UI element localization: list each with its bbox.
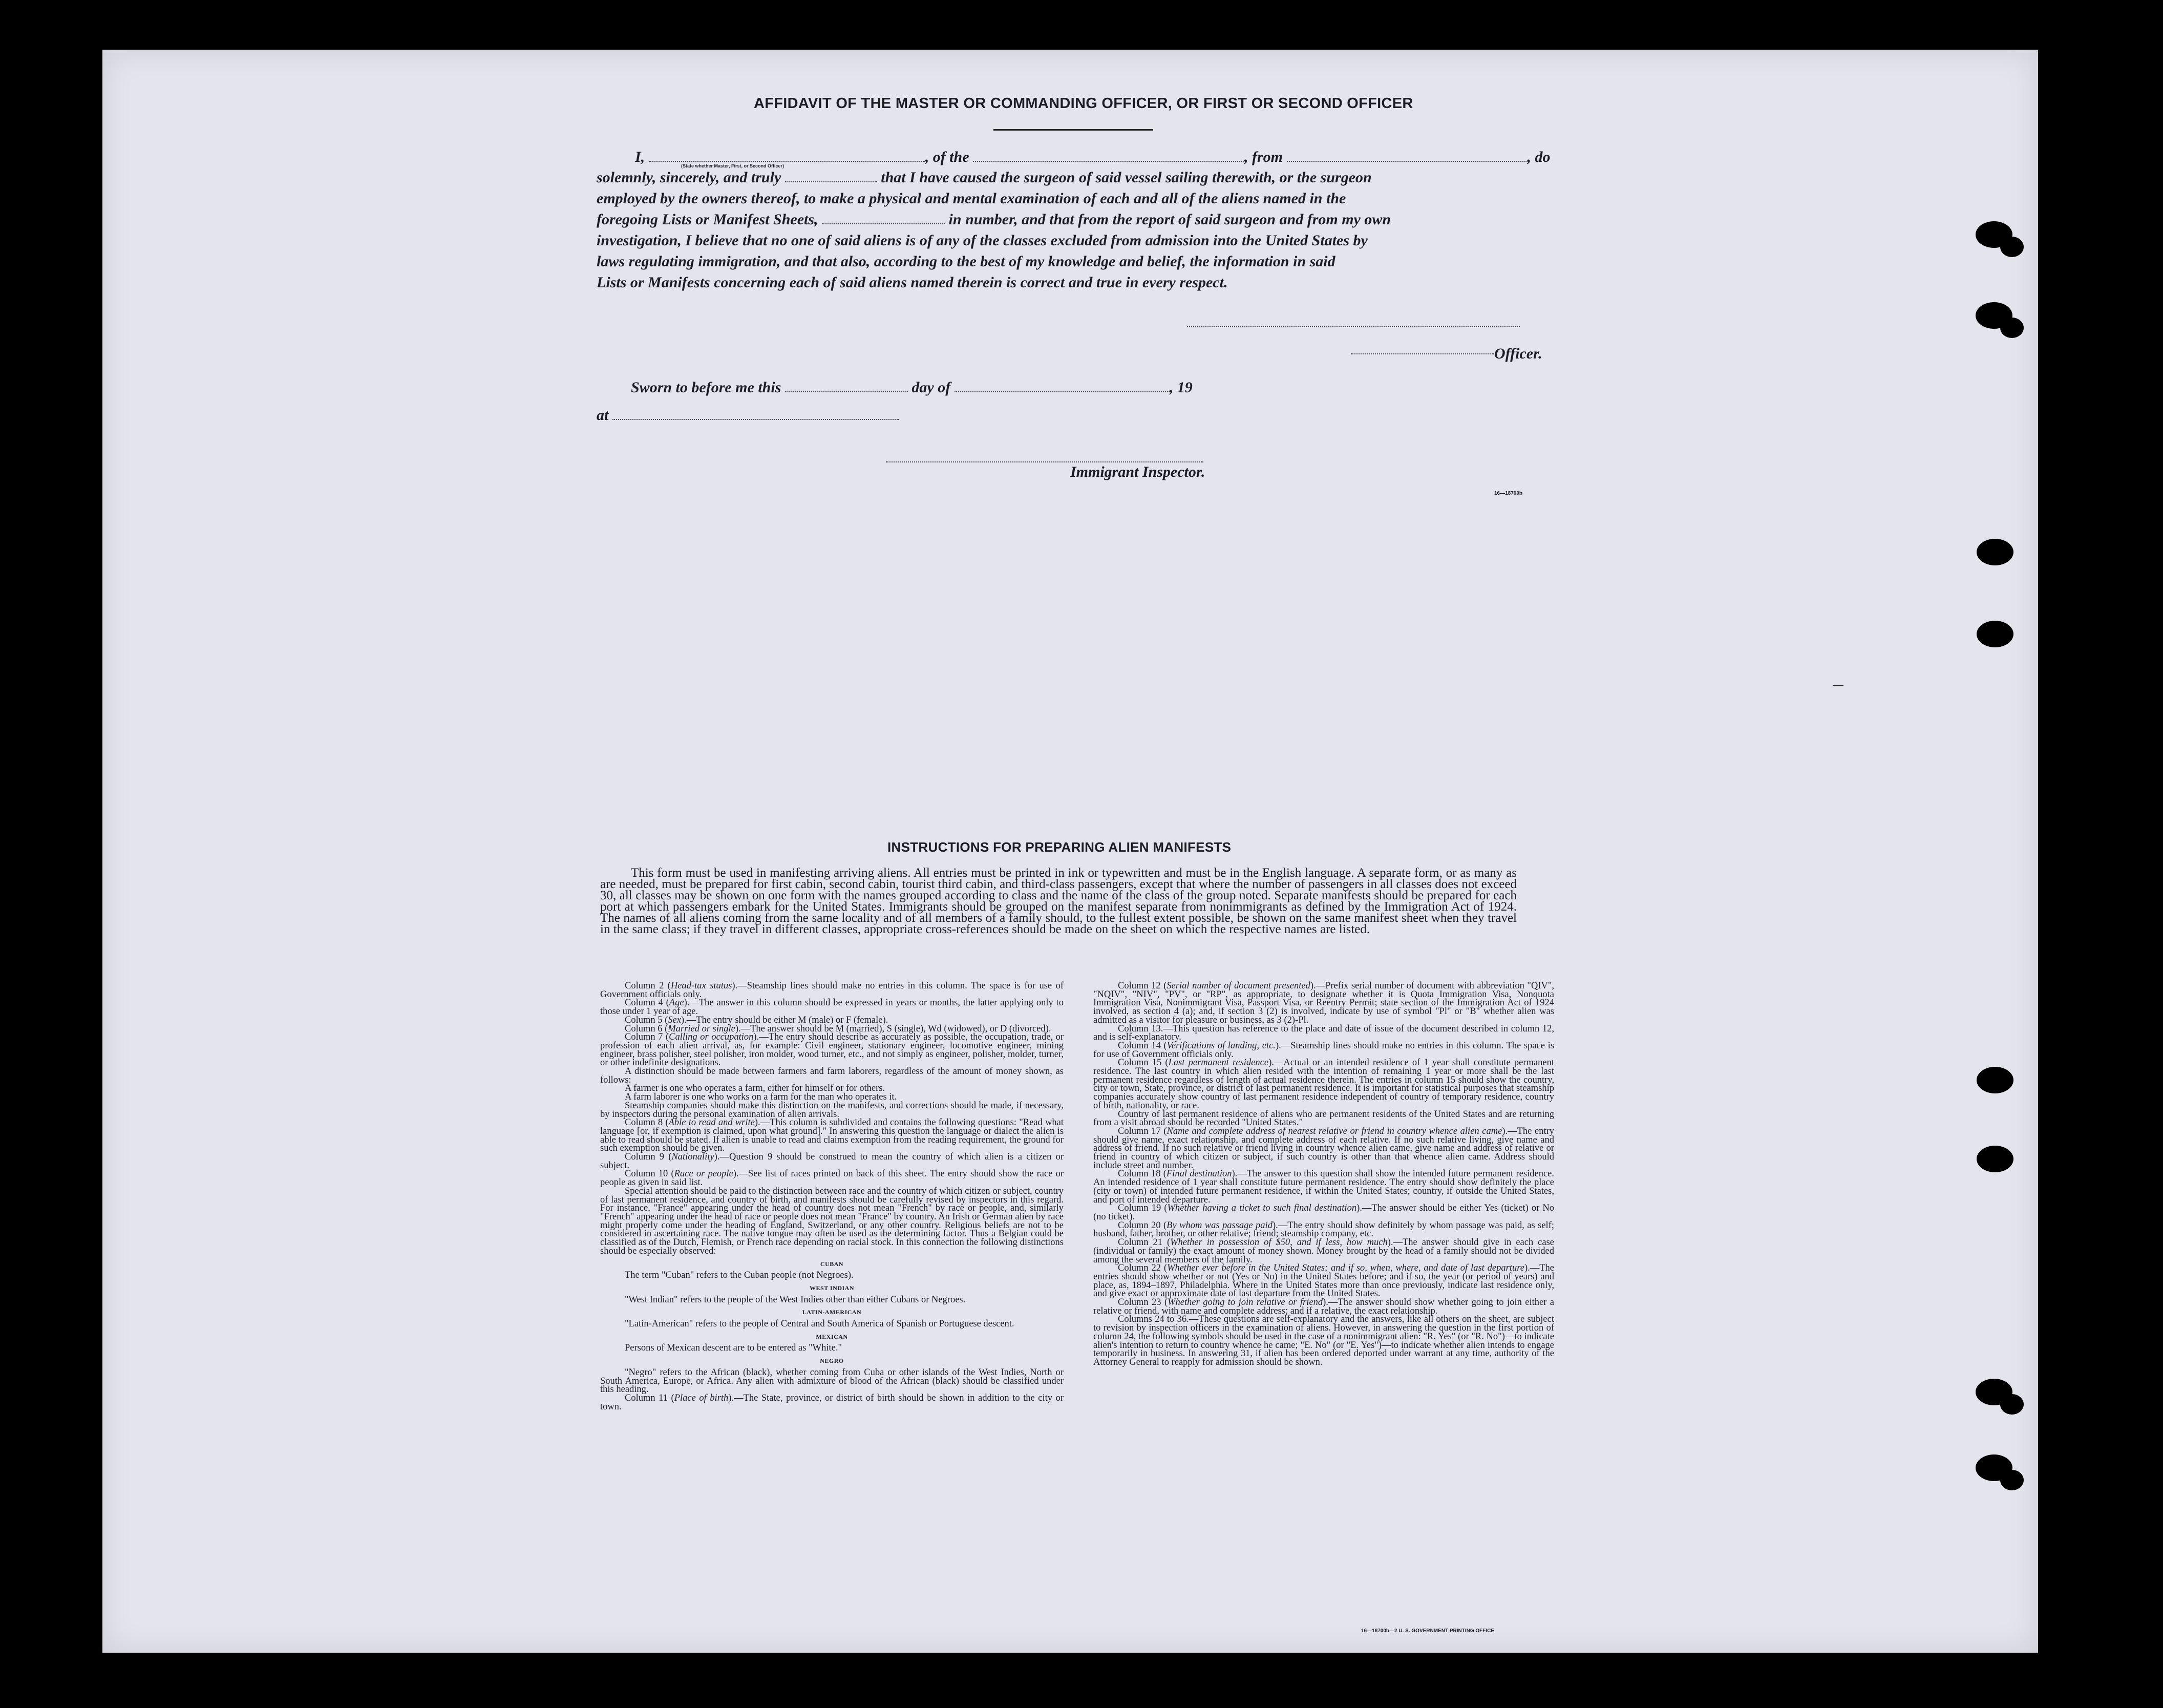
officer-rank-note: (State whether Master, First, or Second Officer) [681, 163, 784, 168]
affidavit-line-4: foregoing Lists or Manifest Sheets, in number, and that from the report of said surgeon and from my own [597, 211, 1391, 228]
binder-hole [1977, 1146, 2013, 1172]
affidavit-line-6: laws regulating immigration, and that also, according to the best of my knowledge and belief, the information in said [597, 253, 1335, 270]
sheet-count-field[interactable] [822, 211, 945, 224]
printing-office-footer: 16—18700b—2 U. S. GOVERNMENT PRINTING OFFICE [1361, 1628, 1495, 1634]
instructions-intro: This form must be used in manifesting arriving aliens. All entries must be printed in ink or typewritten and must be in the English language. A separate form, or as many as are needed, must be prepared for first cabin, second cabin, tourist third cabin, and third-class passengers, except that where the number of passengers in all classes does not exceed 30, all classes may be shown on one form with the names grouped according to class and the name of the class of the group noted. Separate manifests should be prepared for each port at which passengers embark for the United States. Immigrants should be grouped on the manifest separate from nonimmigrants as defined by the Immigration Act of 1924. The names of all aliens coming from the same locality and of all members of a family should, to the fullest extent possible, be shown on the same manifest sheet when they travel in the same class; if they travel in different classes, appropriate cross-references should be made on the sheet on which the respective names are listed. [600, 866, 1517, 936]
heading-negro: NEGRO [820, 1357, 844, 1365]
vessel-name-field[interactable] [973, 149, 1244, 162]
title-underline [993, 129, 1153, 131]
officer-label: Officer. [1494, 345, 1542, 362]
heading-mexican: MEXICAN [816, 1333, 848, 1340]
affidavit-title: AFFIDAVIT OF THE MASTER OR COMMANDING OFFICER, OR FIRST OR SECOND OFFICER [754, 95, 1413, 112]
manifest-sheet [102, 50, 2038, 1653]
form-number: 16—18700b [1494, 491, 1523, 496]
inspector-label: Immigrant Inspector. [1070, 463, 1205, 480]
instructions-left-column: Column 2 (Head-tax status).—Steamship lines should make no entries in this column. The space is for use of Government officials only. Column 4 (Age).—The answer in this column should be expressed in years or months, the latter applying only to those under 1 year of age. Column 5 (Sex).—The entry should be either M (male) or F (female). Column 6 (Married or single).—The answer should be M (married), S (single), Wd (widowed), or D (divorced). Column 7 (Calling or occupation).—The entry should describe as accurately as possible, the occupation, trade, or profession of each alien arrival, as, for example: Civil engineer, stationary engineer, locomotive engineer, mining engineer, brass polisher, steel polisher, iron molder, wood turner, etc., and not simply as engineer, polisher, molder, turner, or other indefinite designations. A distinction should be made between farmers and farm laborers, regardless of the amount of money shown, as follows: A farmer is one who operates a farm, either for himself or for others. A farm laborer is one who works on a farm for the man who operates it. Steamship companies should make this distinction on the manifests, and corrections should be made, if necessary, by inspectors during the personal examination of alien arrivals. Column 8 (Able to read and write).—This column is subdivided and contains the following questions: "Read what language [or, if exemption is claimed, upon what ground]." In answering this question the language or dialect the alien is able to read should be stated. If alien is unable to read and claims exemption from the reading requirement, the ground for such exemption should be given. Column 9 (Nationality).—Question 9 should be construed to mean the country of which alien is a citizen or subject. Column 10 (Race or people).—See list of races printed on back of this sheet. The entry should show the race or people as given in said list. Special attention should be paid to the distinction between race and the country of which citizen or subject, country of last permanent residence, and country of birth, and manifests should be carefully revised by inspectors in this regard. For instance, "France" appearing under the head of country does not mean "French" by race or people, and, similarly "French" appearing under the head of race or people does not mean "France" by country. An Irish or German alien by race might properly come under the heading of England, Switzerland, or any other country. Religious beliefs are not to be considered in ascertaining race. The native tongue may often be used as the determining factor. Thus a Belgian could be classified as of the Dutch, Flemish, or French race depending on racial stock. In this connection the following distinctions should be especially observed: CUBAN The term "Cuban" refers to the Cuban people (not Negroes). WEST INDIAN "West Indian" refers to the people of the West Indies other than either Cubans or Negroes. LATIN-AMERICAN "Latin-American" refers to the people of Central and South America of Spanish or Portuguese descent. MEXICAN Persons of Mexican descent are to be entered as "White." NEGRO "Negro" refers to the African (black), whether coming from Cuba or other islands of the West Indies, North or South America, Europe, or Africa. Any alien with admixture of blood of the African (black) should be classified under this heading. Column 11 (Place of birth).—The State, province, or district of birth should be shown in addition to the city or town. [600, 981, 1064, 1412]
binder-hole [1976, 1454, 2012, 1481]
officer-rank-field[interactable] [649, 149, 925, 162]
affidavit-line-2: solemnly, sincerely, and truly that I have caused the surgeon of said vessel sailing therewith, or the surgeon [597, 169, 1372, 186]
affidavit-line-3: employed by the owners thereof, to make a physical and mental examination of each and all of the aliens named in the [597, 190, 1346, 207]
heading-latin-american: LATIN-AMERICAN [802, 1309, 862, 1316]
sworn-day-field[interactable] [785, 379, 908, 392]
heading-cuban: CUBAN [820, 1260, 844, 1268]
binder-hole [1977, 621, 2013, 647]
binder-hole [1977, 1067, 2013, 1093]
binder-hole [1976, 1379, 2012, 1405]
binder-hole [1976, 302, 2012, 329]
instructions-title: INSTRUCTIONS FOR PREPARING ALIEN MANIFESTS [887, 839, 1232, 855]
departure-port-field[interactable] [1287, 149, 1528, 162]
margin-tick-mark [1833, 685, 1843, 686]
affidavit-line-7: Lists or Manifests concerning each of said aliens named therein is correct and true in every respect. [597, 274, 1228, 291]
sworn-month-field[interactable] [955, 379, 1170, 392]
officer-signature-line[interactable] [1187, 326, 1520, 327]
binder-hole [1977, 539, 2013, 565]
heading-west-indian: WEST INDIAN [810, 1284, 854, 1292]
sworn-line: Sworn to before me this day of , 19 [631, 379, 1193, 396]
oath-field[interactable] [785, 169, 877, 182]
affidavit-line-5: investigation, I believe that no one of said aliens is of any of the classes excluded from admission into the United States by [597, 232, 1368, 249]
sworn-place-field[interactable] [612, 407, 899, 420]
affidavit-line-1: I, , of the , from , do [635, 149, 1551, 165]
inspector-signature-line[interactable] [886, 461, 1203, 462]
officer-title-line[interactable] [1351, 353, 1494, 354]
instructions-right-column: Column 12 (Serial number of document presented).—Prefix serial number of document with abbreviation "QIV", "NQIV", "NIV", "PV", or "RP", as appropriate, to designate whether it is Quota Immigration Visa, Nonquota Immigration Visa, Nonimmigrant Visa, Passport Visa, or Reentry Permit; state section of the Immigration Act of 1924 involved, as section 4 (a); and, if section 3 (2) is involved, indicate by use of symbol "Pl" or "B" whether alien was admitted as a visitor for pleasure or business, as 3 (2)-Pl. Column 13.—This question has reference to the place and date of issue of the document described in column 12, and is self-explanatory. Column 14 (Verifications of landing, etc.).—Steamship lines should make no entries in this column. The space is for use of Government officials only. Column 15 (Last permanent residence).—Actual or an intended residence of 1 year shall constitute permanent residence. The last country in which alien resided with the intention of remaining 1 year or more shall be the last permanent residence regardless of length of actual residence therein. The entries in column 15 should show the country, city or town, State, province, or district of last permanent residence. It is important for statistical purposes that steamship companies accurately show country of last permanent residence independent of country of temporary residence, country of birth, nationality, or race. Country of last permanent residence of aliens who are permanent residents of the United States and are returning from a visit abroad should be recorded "United States." Column 17 (Name and complete address of nearest relative or friend in country whence alien came).—The entry should give name, exact relationship, and complete address of each relative. If no such relative living, give name and address of friend. If no such relative or friend living in country whence alien came, give name and address of relative or friend in country of which citizen or subject, if such country is other than that whence alien came. Address should include street and number. Column 18 (Final destination).—The answer to this question shall show the intended future permanent residence. An intended residence of 1 year shall constitute future permanent residence. The entry should show definitely the place (city or town) of intended future permanent residence, if within the United States; country, if outside the United States, and port of intended departure. Column 19 (Whether having a ticket to such final destination).—The answer should be either Yes (ticket) or No (no ticket). Column 20 (By whom was passage paid).—The entry should show definitely by whom passage was paid, as self; husband, father, brother, or other relative; friend; steamship company, etc. Column 21 (Whether in possession of $50, and if less, how much).—The answer should give in each case (individual or family) the exact amount of money shown. Money brought by the head of a family should not be divided among the several members of the family. Column 22 (Whether ever before in the United States; and if so, when, where, and date of last departure).—The entries should show whether or not (Yes or No) in the United States before; and if so, the year (or period of years) and place, as, 1894–1897, Philadelphia. Where in the United States more than once previously, indicate last residence only, and give exact or approximate date of last departure from the United States. Column 23 (Whether going to join relative or friend).—The answer should show whether going to join either a relative or friend, with name and complete address; and if a relative, the exact relationship. Columns 24 to 36.—These questions are self-explanatory and the answers, like all others on the sheet, are subject to revision by inspection officers in the examination of aliens. However, in answering the question in the first portion of column 24, the following symbols should be used in the case of a nonimmigrant alien: "R. Yes" (or "R. No")—to indicate alien's intention to return to country whence he came; "E. No" (or "E. Yes")—to indicate whether alien intends to engage temporarily in business. In answering 31, if alien has been ordered deported under warrant at any time, authority of the Attorney General to reapply for admission should be shown. [1093, 981, 1555, 1367]
sworn-place-line: at [597, 407, 899, 424]
binder-hole [1976, 221, 2012, 248]
